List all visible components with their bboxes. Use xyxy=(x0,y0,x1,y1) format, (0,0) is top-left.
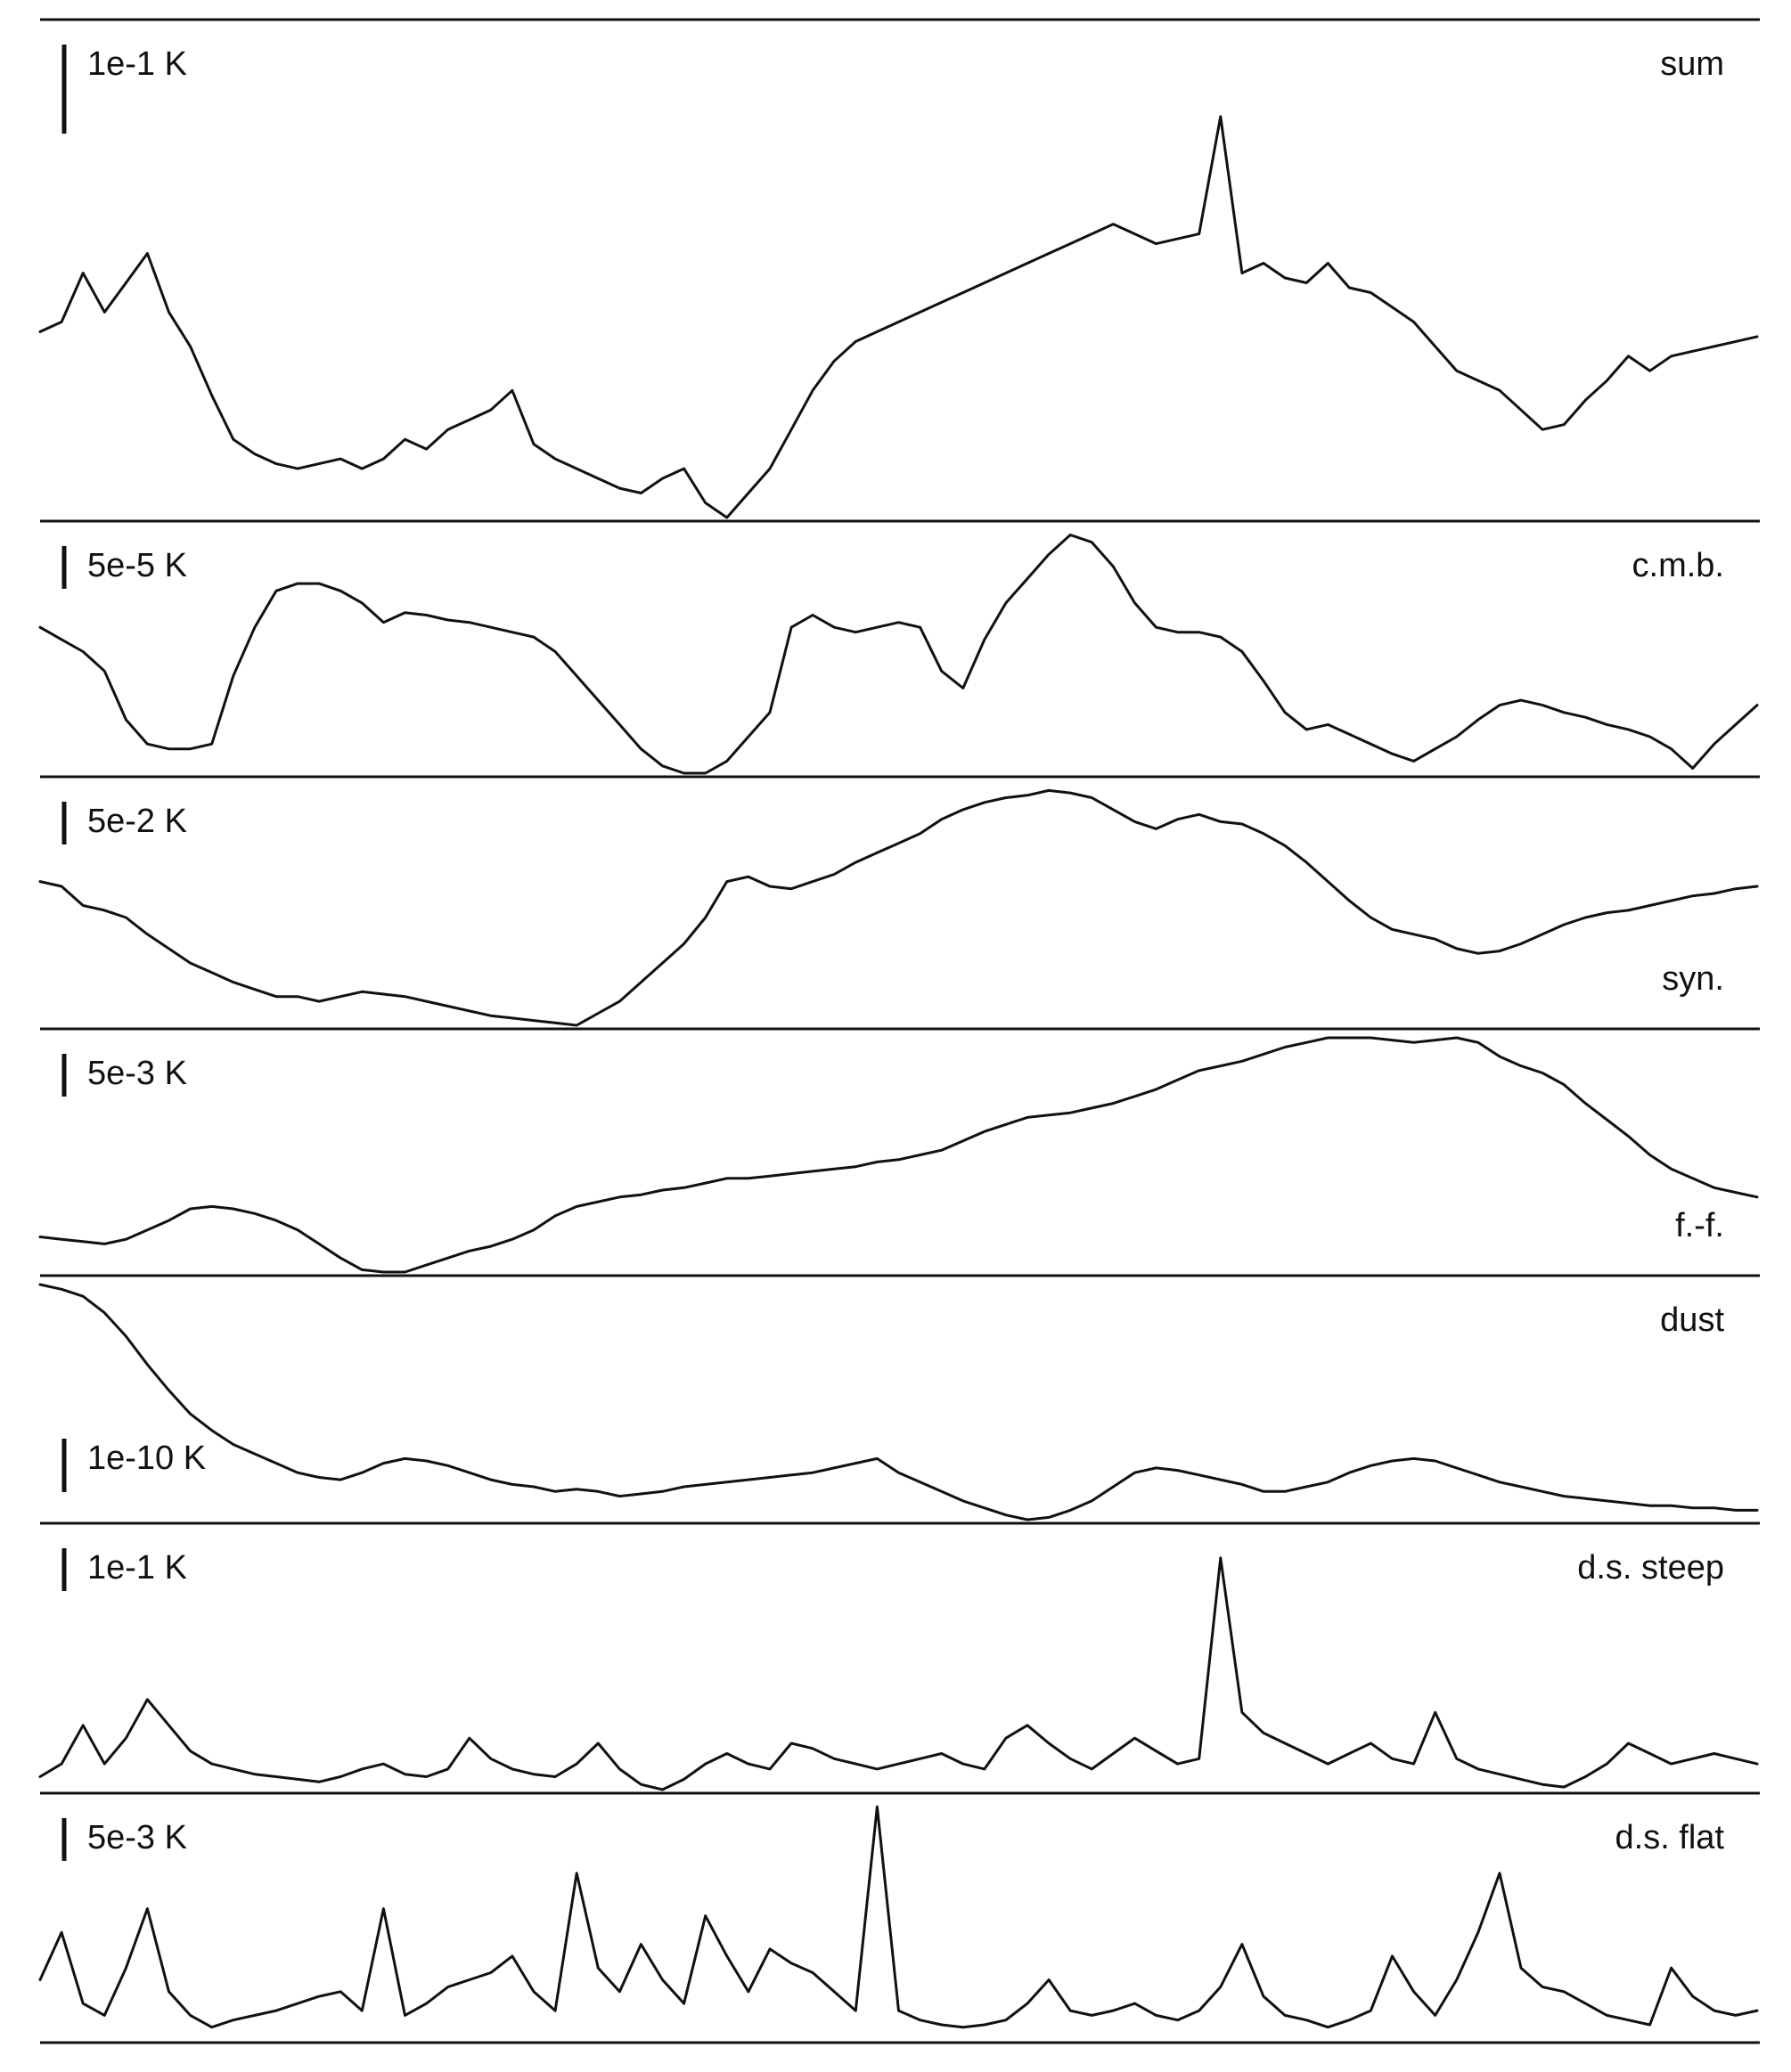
panel-d-s-steep xyxy=(40,1548,1757,1790)
panel-label-5: d.s. steep xyxy=(1577,1549,1724,1587)
scale-label-5: 1e-1 K xyxy=(87,1549,187,1587)
panel-label-2: syn. xyxy=(1662,960,1724,998)
panel-label-0: sum xyxy=(1660,45,1724,83)
scale-label-4: 1e-10 K xyxy=(87,1440,207,1477)
series-line-0 xyxy=(40,117,1757,518)
scale-label-3: 5e-3 K xyxy=(87,1055,187,1092)
panels-group xyxy=(40,20,1760,2043)
series-line-5 xyxy=(40,1558,1757,1790)
panel-d-s-flat xyxy=(40,1807,1757,2027)
scale-label-2: 5e-2 K xyxy=(87,803,187,840)
panel-label-3: f.-f. xyxy=(1675,1207,1724,1244)
series-line-3 xyxy=(40,1038,1757,1272)
panel-label-6: d.s. flat xyxy=(1615,1819,1724,1856)
panel-f-f- xyxy=(40,1038,1757,1272)
panel-syn- xyxy=(40,790,1757,1025)
series-line-2 xyxy=(40,790,1757,1025)
panel-dust xyxy=(40,1285,1757,1520)
series-line-6 xyxy=(40,1807,1757,2027)
series-line-4 xyxy=(40,1285,1757,1520)
panel-label-1: c.m.b. xyxy=(1632,547,1724,584)
panel-c-m-b- xyxy=(40,535,1757,774)
scale-label-0: 1e-1 K xyxy=(87,45,187,83)
panel-sum xyxy=(40,45,1757,518)
panel-label-4: dust xyxy=(1660,1301,1724,1339)
scale-label-1: 5e-5 K xyxy=(87,547,187,584)
series-line-1 xyxy=(40,535,1757,774)
scale-label-6: 5e-3 K xyxy=(87,1819,187,1856)
